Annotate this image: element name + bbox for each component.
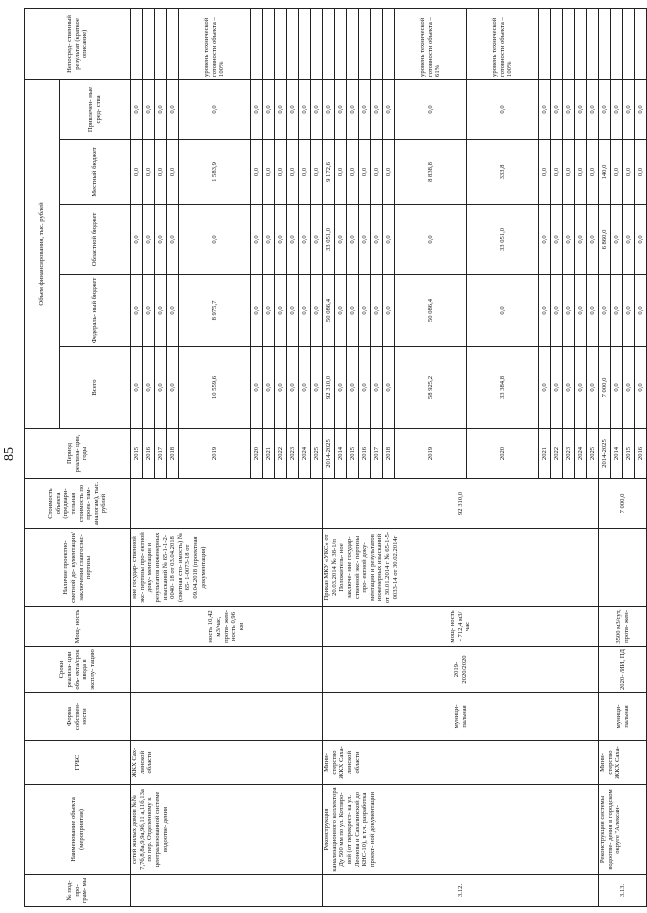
docs-cell: Приказ МКУ «УКС» от 20.03.2014 № 38-1/п Положитель- ное заключе- ние государ- ственной экс- пертизы про- ектной доку- ментации и результатов инженерных изысканий от 30.01.2014 г № 65-1-5-0033-14 от 30.02.2014г [323, 529, 599, 607]
federal-cell: 50 086,4 [323, 275, 335, 347]
result-cell [347, 8, 359, 79]
regional-cell: 0,0 [587, 205, 599, 275]
period-cell: 2020 [251, 429, 263, 479]
federal-cell: 0,0 [143, 275, 155, 347]
total-cell: 0,0 [359, 347, 371, 429]
federal-cell: 0,0 [335, 275, 347, 347]
result-cell: уровень технической готовности объекта – 100% [179, 8, 251, 79]
result-cell [275, 8, 287, 79]
financing-table [24, 8, 647, 907]
regional-cell: 0,0 [251, 205, 263, 275]
regional-cell: 0,0 [347, 205, 359, 275]
total-cell: 0,0 [311, 347, 323, 429]
attracted-cell: 0,0 [467, 79, 539, 139]
total-cell: 0,0 [299, 347, 311, 429]
capacity-cell: мощ- ность - 712,4 м3/час [323, 607, 599, 647]
regional-cell: 0,0 [371, 205, 383, 275]
header-name: Наименование объекта (мероприятия) [25, 785, 131, 875]
regional-cell: 0,0 [263, 205, 275, 275]
federal-cell: 0,0 [347, 275, 359, 347]
result-cell [167, 8, 179, 79]
period-cell: 2020 [467, 429, 539, 479]
attracted-cell: 0,0 [167, 79, 179, 139]
period-cell: 2017 [155, 429, 167, 479]
header-cost: Стоимость объекта (предвари- тельная стоимость по проек- там- аналогам), тыс. рублей [25, 479, 131, 529]
period-cell: 2014-2025 [323, 429, 335, 479]
total-cell: 33 384,8 [467, 347, 539, 429]
attracted-cell: 0,0 [539, 79, 551, 139]
period-cell: 2015 [347, 429, 359, 479]
attracted-cell: 0,0 [335, 79, 347, 139]
attracted-cell: 0,0 [263, 79, 275, 139]
regional-cell: 0,0 [275, 205, 287, 275]
local-cell: 140,0 [599, 140, 611, 205]
federal-cell: 0,0 [275, 275, 287, 347]
federal-cell: 0,0 [287, 275, 299, 347]
local-cell: 0,0 [623, 140, 635, 205]
local-cell: 0,0 [563, 140, 575, 205]
grbs-cell: ЖКХ Сах- линской области [131, 741, 323, 785]
regional-cell: 0,0 [635, 205, 647, 275]
regional-cell: 0,0 [179, 205, 251, 275]
attracted-cell: 0,0 [635, 79, 647, 139]
name-cell: Реконструкция канализационного коллектора Ду 500 мм по ул. Котляро- вой (от перекрест- ка ул. Леонова и Сахалинской до КНС-10), в т.ч. разработка проект- ной документации [323, 785, 599, 875]
federal-cell: 0,0 [131, 275, 143, 347]
local-cell: 9 172,6 [323, 140, 335, 205]
regional-cell: 0,0 [623, 205, 635, 275]
result-cell [551, 8, 563, 79]
total-cell: 0,0 [635, 347, 647, 429]
local-cell: 0,0 [539, 140, 551, 205]
attracted-cell: 0,0 [551, 79, 563, 139]
header-local: Местный бюджет [60, 140, 131, 205]
deadlines-cell: 2019- 2020/2020 [323, 647, 599, 693]
attracted-cell: 0,0 [323, 79, 335, 139]
federal-cell: 0,0 [539, 275, 551, 347]
period-cell: 2017 [371, 429, 383, 479]
regional-cell: 0,0 [539, 205, 551, 275]
federal-cell: 0,0 [167, 275, 179, 347]
attracted-cell: 0,0 [359, 79, 371, 139]
num-cell: 3.13. [599, 875, 647, 907]
period-cell: 2015 [623, 429, 635, 479]
header-docs: Наличие проектно- сметной до- кументации/ заключения главгосэкс- пертизы [25, 529, 131, 607]
result-cell [359, 8, 371, 79]
federal-cell: 0,0 [371, 275, 383, 347]
table-body [131, 8, 647, 906]
total-cell: 0,0 [371, 347, 383, 429]
federal-cell: 0,0 [575, 275, 587, 347]
regional-cell: 0,0 [287, 205, 299, 275]
result-cell [251, 8, 263, 79]
attracted-cell: 0,0 [395, 79, 467, 139]
regional-cell: 0,0 [551, 205, 563, 275]
deadlines-cell: 2020- /ИИ, ПД [599, 647, 647, 693]
period-cell: 2025 [311, 429, 323, 479]
regional-cell: 33 051,0 [467, 205, 539, 275]
result-cell [131, 8, 143, 79]
local-cell: 0,0 [359, 140, 371, 205]
regional-cell: 0,0 [395, 205, 467, 275]
result-cell [539, 8, 551, 79]
header-num: № под- про- грам- мы [25, 875, 131, 907]
period-cell: 2021 [539, 429, 551, 479]
grbs-cell: Мини- стерство ЖКХ Саха- линской области [323, 741, 599, 785]
table-row [131, 8, 143, 906]
total-cell: 0,0 [143, 347, 155, 429]
regional-cell: 0,0 [143, 205, 155, 275]
header-grbs: ГРБС [25, 741, 131, 785]
regional-cell: 0,0 [383, 205, 395, 275]
total-cell: 0,0 [539, 347, 551, 429]
regional-cell: 0,0 [155, 205, 167, 275]
local-cell: 0,0 [311, 140, 323, 205]
result-cell [299, 8, 311, 79]
deadlines-cell [131, 647, 323, 693]
attracted-cell: 0,0 [299, 79, 311, 139]
header-financing: Объем финансирования, тыс. рублей [25, 79, 60, 428]
local-cell: 0,0 [155, 140, 167, 205]
local-cell: 0,0 [275, 140, 287, 205]
result-cell [383, 8, 395, 79]
federal-cell: 0,0 [611, 275, 623, 347]
total-cell: 0,0 [131, 347, 143, 429]
total-cell: 0,0 [383, 347, 395, 429]
federal-cell: 0,0 [563, 275, 575, 347]
local-cell: 0,0 [299, 140, 311, 205]
attracted-cell: 0,0 [575, 79, 587, 139]
regional-cell: 0,0 [575, 205, 587, 275]
period-cell: 2025 [587, 429, 599, 479]
cost-cell: 7 000,0 [599, 479, 647, 529]
result-cell [623, 8, 635, 79]
period-cell: 2022 [551, 429, 563, 479]
result-cell [587, 8, 599, 79]
federal-cell: 0,0 [311, 275, 323, 347]
result-cell: уровень технической готовности объекта – 61% [395, 8, 467, 79]
attracted-cell: 0,0 [251, 79, 263, 139]
local-cell: 0,0 [251, 140, 263, 205]
federal-cell: 0,0 [251, 275, 263, 347]
local-cell: 0,0 [635, 140, 647, 205]
attracted-cell: 0,0 [347, 79, 359, 139]
result-cell [143, 8, 155, 79]
attracted-cell: 0,0 [383, 79, 395, 139]
attracted-cell: 0,0 [179, 79, 251, 139]
attracted-cell: 0,0 [155, 79, 167, 139]
result-cell [635, 8, 647, 79]
total-cell: 0,0 [275, 347, 287, 429]
header-regional: Областной бюджет [60, 205, 131, 275]
period-cell: 2024 [299, 429, 311, 479]
period-cell: 2015 [131, 429, 143, 479]
period-cell: 2019 [179, 429, 251, 479]
regional-cell: 0,0 [167, 205, 179, 275]
total-cell: 0,0 [347, 347, 359, 429]
local-cell: 0,0 [383, 140, 395, 205]
total-cell: 0,0 [263, 347, 275, 429]
federal-cell: 8 975,7 [179, 275, 251, 347]
result-cell [371, 8, 383, 79]
regional-cell: 33 051,0 [323, 205, 335, 275]
cost-cell: 92 310,0 [323, 479, 599, 529]
total-cell: 0,0 [611, 347, 623, 429]
name-cell: Реконструкция системы водоотве- дения в городском округе "Алексан- [599, 785, 647, 875]
header-attracted: Привлечен- ные сред- ства [60, 79, 131, 139]
total-cell: 0,0 [287, 347, 299, 429]
cost-cell [131, 479, 323, 529]
federal-cell: 0,0 [635, 275, 647, 347]
period-cell: 2021 [263, 429, 275, 479]
local-cell: 8 838,8 [395, 140, 467, 205]
federal-cell: 0,0 [623, 275, 635, 347]
federal-cell: 0,0 [599, 275, 611, 347]
federal-cell: 0,0 [299, 275, 311, 347]
period-cell: 2018 [383, 429, 395, 479]
header-result: Непосред- ственный результат (краткое описание) [25, 8, 131, 79]
local-cell: 0,0 [575, 140, 587, 205]
total-cell: 0,0 [167, 347, 179, 429]
period-cell: 2024 [575, 429, 587, 479]
federal-cell: 0,0 [359, 275, 371, 347]
local-cell: 333,8 [467, 140, 539, 205]
period-cell: 2023 [563, 429, 575, 479]
result-cell [611, 8, 623, 79]
federal-cell: 0,0 [155, 275, 167, 347]
federal-cell: 0,0 [467, 275, 539, 347]
result-cell [263, 8, 275, 79]
total-cell: 0,0 [587, 347, 599, 429]
header-ownership: Форма собствен- ности [25, 693, 131, 741]
result-cell [563, 8, 575, 79]
regional-cell: 0,0 [563, 205, 575, 275]
attracted-cell: 0,0 [143, 79, 155, 139]
period-cell: 2014 [335, 429, 347, 479]
result-cell [323, 8, 335, 79]
attracted-cell: 0,0 [287, 79, 299, 139]
period-cell: 2016 [359, 429, 371, 479]
result-cell [575, 8, 587, 79]
num-cell [131, 875, 323, 907]
total-cell: 0,0 [575, 347, 587, 429]
local-cell: 0,0 [167, 140, 179, 205]
total-cell: 0,0 [623, 347, 635, 429]
ownership-cell [131, 693, 323, 741]
federal-cell: 0,0 [587, 275, 599, 347]
total-cell: 0,0 [251, 347, 263, 429]
total-cell: 0,0 [155, 347, 167, 429]
local-cell: 0,0 [587, 140, 599, 205]
header-capacity: Мощ- ность [25, 607, 131, 647]
docs-cell [599, 529, 647, 607]
period-cell: 2016 [635, 429, 647, 479]
federal-cell: 50 086,4 [395, 275, 467, 347]
period-cell: 2014-2025 [599, 429, 611, 479]
attracted-cell: 0,0 [599, 79, 611, 139]
attracted-cell: 0,0 [275, 79, 287, 139]
local-cell: 0,0 [347, 140, 359, 205]
total-cell: 7 000,0 [599, 347, 611, 429]
local-cell: 0,0 [131, 140, 143, 205]
result-cell [155, 8, 167, 79]
result-cell [311, 8, 323, 79]
num-cell: 3.12. [323, 875, 599, 907]
total-cell: 0,0 [551, 347, 563, 429]
result-cell [287, 8, 299, 79]
table-row [599, 8, 611, 906]
attracted-cell: 0,0 [371, 79, 383, 139]
ownership-cell: муници- пальная [599, 693, 647, 741]
attracted-cell: 0,0 [131, 79, 143, 139]
result-cell [335, 8, 347, 79]
regional-cell: 0,0 [299, 205, 311, 275]
attracted-cell: 0,0 [563, 79, 575, 139]
local-cell: 0,0 [143, 140, 155, 205]
total-cell: 10 559,6 [179, 347, 251, 429]
header-total: Всего [60, 347, 131, 429]
name-cell: сетей жилых домов №№ 7,7б,8,8а,9,9а,9б,11 а,11б,13а по пер. Отделенному к централизованной системе водоотве- дения [131, 785, 323, 875]
total-cell: 0,0 [335, 347, 347, 429]
header-period: Период реализа- ции, годы [25, 429, 131, 479]
federal-cell: 0,0 [263, 275, 275, 347]
local-cell: 1 583,9 [179, 140, 251, 205]
total-cell: 58 925,2 [395, 347, 467, 429]
local-cell: 0,0 [335, 140, 347, 205]
regional-cell: 0,0 [335, 205, 347, 275]
attracted-cell: 0,0 [311, 79, 323, 139]
regional-cell: 0,0 [359, 205, 371, 275]
grbs-cell: Мини- стерство ЖКХ Саха- [599, 741, 647, 785]
regional-cell: 6 860,0 [599, 205, 611, 275]
period-cell: 2023 [287, 429, 299, 479]
table-row [323, 8, 335, 906]
header-federal: Федераль- ный бюджет [60, 275, 131, 347]
local-cell: 0,0 [263, 140, 275, 205]
header-deadlines: Сроки реализа- ции объ- екта/срок ввода в эксплу- тацию [25, 647, 131, 693]
attracted-cell: 0,0 [587, 79, 599, 139]
federal-cell: 0,0 [383, 275, 395, 347]
capacity-cell: ность 10,42 м3/час, протя- жен- ность 0,96 км [131, 607, 323, 647]
ownership-cell: муници- пальная [323, 693, 599, 741]
local-cell: 0,0 [611, 140, 623, 205]
period-cell: 2016 [143, 429, 155, 479]
regional-cell: 0,0 [131, 205, 143, 275]
result-cell [599, 8, 611, 79]
page-number: 85 [2, 447, 17, 461]
federal-cell: 0,0 [551, 275, 563, 347]
local-cell: 0,0 [371, 140, 383, 205]
docs-cell: ние государ- ственной экс- пертизы про- ектной доку- ментации и результатов инженерных изысканий № 65-1-1-2-0040- 18 от 03.04.2018 (сметная сто- имость) № 65- 1-0073-18 от 09.04.2018 (проектная документация) [131, 529, 323, 607]
local-cell: 0,0 [287, 140, 299, 205]
regional-cell: 0,0 [311, 205, 323, 275]
period-cell: 2022 [275, 429, 287, 479]
local-cell: 0,0 [551, 140, 563, 205]
result-cell: уровень технической готовности объекта – 100% [467, 8, 539, 79]
total-cell: 92 310,0 [323, 347, 335, 429]
period-cell: 2019 [395, 429, 467, 479]
attracted-cell: 0,0 [611, 79, 623, 139]
period-cell: 2014 [611, 429, 623, 479]
total-cell: 0,0 [563, 347, 575, 429]
capacity-cell: 3500 м3/сут, протя- жен- [599, 607, 647, 647]
period-cell: 2018 [167, 429, 179, 479]
regional-cell: 0,0 [611, 205, 623, 275]
attracted-cell: 0,0 [623, 79, 635, 139]
